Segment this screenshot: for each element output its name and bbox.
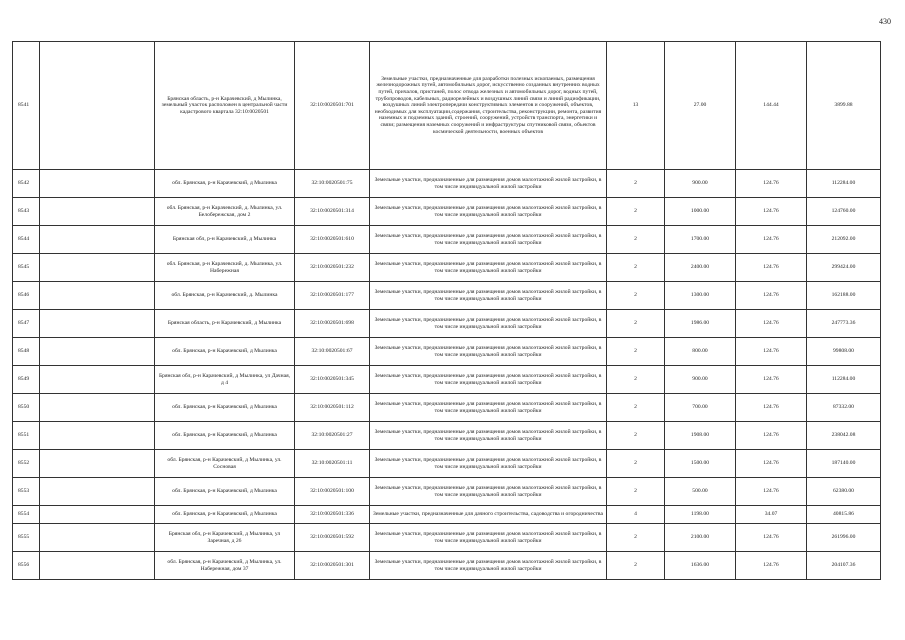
category-code-cell: 2 bbox=[607, 450, 665, 478]
row-number: 8551 bbox=[13, 422, 40, 450]
land-use-cell: Земельные участки, предназначенные для размещения домов малоэтажной жилой застройки, в том числе индивидуальной жилой застройки bbox=[370, 310, 607, 338]
specific-value-cell: 34.07 bbox=[736, 506, 807, 524]
empty-cell bbox=[40, 226, 155, 254]
empty-cell bbox=[40, 394, 155, 422]
cadastral-number-cell: 32:10:0020501:701 bbox=[295, 42, 370, 170]
area-cell: 800.00 bbox=[665, 338, 736, 366]
address-cell: обл. Брянская, р-н Карачевский, д Мылинка, ул. Набережная, дом 37 bbox=[155, 552, 295, 580]
category-code-cell: 2 bbox=[607, 170, 665, 198]
area-cell: 2400.00 bbox=[665, 254, 736, 282]
table-row bbox=[13, 366, 881, 394]
cadastral-number-cell: 32:10:0020501:27 bbox=[295, 422, 370, 450]
row-number: 8553 bbox=[13, 478, 40, 506]
empty-cell bbox=[40, 282, 155, 310]
area-cell: 500.00 bbox=[665, 478, 736, 506]
row-number: 8547 bbox=[13, 310, 40, 338]
area-cell: 27.00 bbox=[665, 42, 736, 170]
specific-value-cell: 124.76 bbox=[736, 478, 807, 506]
category-code-cell: 2 bbox=[607, 254, 665, 282]
specific-value-cell: 124.76 bbox=[736, 198, 807, 226]
land-registry-table bbox=[12, 41, 881, 580]
category-code-cell: 2 bbox=[607, 198, 665, 226]
land-use-cell: Земельные участки, предназначенные для размещения домов малоэтажной жилой застройки, в том числе индивидуальной жилой застройки bbox=[370, 552, 607, 580]
empty-cell bbox=[40, 450, 155, 478]
row-number: 8554 bbox=[13, 506, 40, 524]
address-cell: Брянская область, р-н Карачевский, д Мылинка bbox=[155, 310, 295, 338]
specific-value-cell: 124.76 bbox=[736, 450, 807, 478]
specific-value-cell: 124.76 bbox=[736, 170, 807, 198]
address-cell: Брянская обл, р-н Карачевский, д Мылинка, ул Дачная, д 4 bbox=[155, 366, 295, 394]
category-code-cell: 2 bbox=[607, 394, 665, 422]
table-row bbox=[13, 282, 881, 310]
empty-cell bbox=[40, 310, 155, 338]
empty-cell bbox=[40, 170, 155, 198]
empty-cell bbox=[40, 478, 155, 506]
table-row bbox=[13, 450, 881, 478]
cadastral-number-cell: 32:10:0020501:177 bbox=[295, 282, 370, 310]
row-number: 8556 bbox=[13, 552, 40, 580]
row-number: 8549 bbox=[13, 366, 40, 394]
empty-cell bbox=[40, 198, 155, 226]
table-row bbox=[13, 552, 881, 580]
area-cell: 1300.00 bbox=[665, 282, 736, 310]
specific-value-cell: 124.76 bbox=[736, 366, 807, 394]
land-use-cell: Земельные участки, предназначенные для размещения домов малоэтажной жилой застройки, в том числе индивидуальной жилой застройки bbox=[370, 198, 607, 226]
cadastral-value-cell: 299424.00 bbox=[807, 254, 881, 282]
cadastral-number-cell: 32:10:0020501:75 bbox=[295, 170, 370, 198]
area-cell: 1700.00 bbox=[665, 226, 736, 254]
land-use-cell: Земельные участки, предназначенные для размещения домов малоэтажной жилой застройки, в том числе индивидуальной жилой застройки bbox=[370, 478, 607, 506]
specific-value-cell: 124.76 bbox=[736, 226, 807, 254]
area-cell: 700.00 bbox=[665, 394, 736, 422]
cadastral-value-cell: 40815.86 bbox=[807, 506, 881, 524]
table-row bbox=[13, 394, 881, 422]
address-cell: обл. Брянская, р-н Карачевский, д Мылинка bbox=[155, 394, 295, 422]
table-row bbox=[13, 422, 881, 450]
row-number: 8548 bbox=[13, 338, 40, 366]
address-cell: обл. Брянская, р-н Карачевский, д Мылинка bbox=[155, 338, 295, 366]
empty-cell bbox=[40, 524, 155, 552]
empty-cell bbox=[40, 338, 155, 366]
category-code-cell: 2 bbox=[607, 552, 665, 580]
cadastral-value-cell: 87332.00 bbox=[807, 394, 881, 422]
category-code-cell: 2 bbox=[607, 422, 665, 450]
area-cell: 1986.00 bbox=[665, 310, 736, 338]
table-row bbox=[13, 338, 881, 366]
cadastral-value-cell: 212092.00 bbox=[807, 226, 881, 254]
cadastral-value-cell: 238042.08 bbox=[807, 422, 881, 450]
empty-cell bbox=[40, 254, 155, 282]
cadastral-value-cell: 99808.00 bbox=[807, 338, 881, 366]
row-number: 8552 bbox=[13, 450, 40, 478]
category-code-cell: 2 bbox=[607, 478, 665, 506]
area-cell: 1198.00 bbox=[665, 506, 736, 524]
cadastral-number-cell: 32:10:0020501:301 bbox=[295, 552, 370, 580]
land-use-cell: Земельные участки, предназначенные для размещения домов малоэтажной жилой застройки, в том числе индивидуальной жилой застройки bbox=[370, 170, 607, 198]
address-cell: обл. Брянская, р-н Карачевский, д. Мылинка bbox=[155, 282, 295, 310]
row-number: 8550 bbox=[13, 394, 40, 422]
cadastral-value-cell: 162188.00 bbox=[807, 282, 881, 310]
category-code-cell: 4 bbox=[607, 506, 665, 524]
cadastral-number-cell: 32:10:0020501:100 bbox=[295, 478, 370, 506]
row-number: 8544 bbox=[13, 226, 40, 254]
cadastral-number-cell: 32:10:0020501:11 bbox=[295, 450, 370, 478]
specific-value-cell: 124.76 bbox=[736, 524, 807, 552]
table-row bbox=[13, 254, 881, 282]
area-cell: 900.00 bbox=[665, 366, 736, 394]
land-use-cell: Земельные участки, предназначенные для размещения домов малоэтажной жилой застройки, в том числе индивидуальной жилой застройки bbox=[370, 422, 607, 450]
page-number: 430 bbox=[879, 17, 891, 26]
specific-value-cell: 144.44 bbox=[736, 42, 807, 170]
empty-cell bbox=[40, 42, 155, 170]
cadastral-value-cell: 187140.00 bbox=[807, 450, 881, 478]
cadastral-number-cell: 32:10:0020501:698 bbox=[295, 310, 370, 338]
cadastral-value-cell: 124760.00 bbox=[807, 198, 881, 226]
table-row bbox=[13, 170, 881, 198]
row-number: 8546 bbox=[13, 282, 40, 310]
specific-value-cell: 124.76 bbox=[736, 338, 807, 366]
cadastral-number-cell: 32:10:0020501:232 bbox=[295, 254, 370, 282]
cadastral-value-cell: 112284.00 bbox=[807, 170, 881, 198]
land-use-cell: Земельные участки, предназначенные для разработки полезных ископаемых, размещения железнодорожных путей, автомобильных дорог, искусственно созданных внутренних водных путей, причалов, пристаней, полос отвода железных и автомобильных дорог, водных путей, трубопроводов, кабельных, радиорелейных и воздушных линий связи и линий радиофикации, воздушных линий электропередачи конструктивных элементов и сооружений, объектов, необходимых для эксплуатации,содержания, строительства, реконструкции, ремонта, развития наземных и подземных зданий, строений, сооружений, устройств транспорта, энергетики и связи; размещения наземных сооружений и инфраструктуры спутниковой связи, объектов космической деятельности, военных объектов bbox=[370, 42, 607, 170]
cadastral-number-cell: 32:10:0020501:610 bbox=[295, 226, 370, 254]
category-code-cell: 2 bbox=[607, 310, 665, 338]
table-row bbox=[13, 42, 881, 170]
category-code-cell: 2 bbox=[607, 366, 665, 394]
table-row bbox=[13, 310, 881, 338]
address-cell: обл. Брянская, р-н Карачевский, д Мылинка bbox=[155, 478, 295, 506]
cadastral-number-cell: 32:10:0020501:112 bbox=[295, 394, 370, 422]
category-code-cell: 2 bbox=[607, 282, 665, 310]
cadastral-number-cell: 32:10:0020501:336 bbox=[295, 506, 370, 524]
land-use-cell: Земельные участки, предназначенные для дачного строительства, садоводства и огородничества bbox=[370, 506, 607, 524]
area-cell: 1000.00 bbox=[665, 198, 736, 226]
empty-cell bbox=[40, 506, 155, 524]
cadastral-value-cell: 204107.36 bbox=[807, 552, 881, 580]
area-cell: 900.00 bbox=[665, 170, 736, 198]
area-cell: 1636.00 bbox=[665, 552, 736, 580]
land-use-cell: Земельные участки, предназначенные для размещения домов малоэтажной жилой застройки, в том числе индивидуальной жилой застройки bbox=[370, 394, 607, 422]
address-cell: обл. Брянская, р-н Карачевский, д Мылинка bbox=[155, 422, 295, 450]
category-code-cell: 2 bbox=[607, 338, 665, 366]
table-row bbox=[13, 198, 881, 226]
address-cell: Брянская область, р-н Карачевский, д Мылинка, земельный участок расположен в центральной части кадастрового квартала 32:10:0020501 bbox=[155, 42, 295, 170]
cadastral-value-cell: 112284.00 bbox=[807, 366, 881, 394]
area-cell: 2100.00 bbox=[665, 524, 736, 552]
specific-value-cell: 124.76 bbox=[736, 282, 807, 310]
table-row bbox=[13, 226, 881, 254]
cadastral-value-cell: 261996.00 bbox=[807, 524, 881, 552]
table-row bbox=[13, 478, 881, 506]
address-cell: обл. Брянская, р-н Карачевский, д. Мылинка, ул. Белобережская, дом 2 bbox=[155, 198, 295, 226]
land-use-cell: Земельные участки, предназначенные для размещения домов малоэтажной жилой застройки, в том числе индивидуальной жилой застройки bbox=[370, 254, 607, 282]
address-cell: Брянская обл, р-н Карачевский, д Мылинка bbox=[155, 226, 295, 254]
specific-value-cell: 124.76 bbox=[736, 422, 807, 450]
cadastral-value-cell: 3899.88 bbox=[807, 42, 881, 170]
specific-value-cell: 124.76 bbox=[736, 552, 807, 580]
cadastral-number-cell: 32:10:0020501:345 bbox=[295, 366, 370, 394]
cadastral-number-cell: 32:10:0020501:592 bbox=[295, 524, 370, 552]
address-cell: обл. Брянская, р-н Карачевский, д Мылинка bbox=[155, 506, 295, 524]
category-code-cell: 13 bbox=[607, 42, 665, 170]
row-number: 8541 bbox=[13, 42, 40, 170]
cadastral-number-cell: 32:10:0020501:314 bbox=[295, 198, 370, 226]
specific-value-cell: 124.76 bbox=[736, 394, 807, 422]
address-cell: обл. Брянская, р-н Карачевский, д Мылинка bbox=[155, 170, 295, 198]
land-use-cell: Земельные участки, предназначенные для размещения домов малоэтажной жилой застройки, в том числе индивидуальной жилой застройки bbox=[370, 282, 607, 310]
row-number: 8543 bbox=[13, 198, 40, 226]
cadastral-number-cell: 32:10:0020501:67 bbox=[295, 338, 370, 366]
address-cell: обл. Брянская, р-н Карачевский, д Мылинка, ул. Сосновая bbox=[155, 450, 295, 478]
table-body bbox=[13, 42, 881, 580]
address-cell: обл. Брянская, р-н Карачевский, д. Мылинка, ул. Набережная bbox=[155, 254, 295, 282]
land-use-cell: Земельные участки, предназначенные для размещения домов малоэтажной жилой застройки, в том числе индивидуальной жилой застройки bbox=[370, 338, 607, 366]
table-row bbox=[13, 524, 881, 552]
land-use-cell: Земельные участки, предназначенные для размещения домов малоэтажной жилой застройки, в том числе индивидуальной жилой застройки bbox=[370, 524, 607, 552]
empty-cell bbox=[40, 366, 155, 394]
specific-value-cell: 124.76 bbox=[736, 310, 807, 338]
cadastral-value-cell: 62380.00 bbox=[807, 478, 881, 506]
row-number: 8545 bbox=[13, 254, 40, 282]
table-row bbox=[13, 506, 881, 524]
category-code-cell: 2 bbox=[607, 226, 665, 254]
land-use-cell: Земельные участки, предназначенные для размещения домов малоэтажной жилой застройки, в том числе индивидуальной жилой застройки bbox=[370, 366, 607, 394]
address-cell: Брянская обл, р-н Карачевский, д Мылинка, ул Заречная, д 26 bbox=[155, 524, 295, 552]
row-number: 8542 bbox=[13, 170, 40, 198]
empty-cell bbox=[40, 422, 155, 450]
land-use-cell: Земельные участки, предназначенные для размещения домов малоэтажной жилой застройки, в том числе индивидуальной жилой застройки bbox=[370, 226, 607, 254]
cadastral-value-cell: 247773.36 bbox=[807, 310, 881, 338]
specific-value-cell: 124.76 bbox=[736, 254, 807, 282]
row-number: 8555 bbox=[13, 524, 40, 552]
area-cell: 1500.00 bbox=[665, 450, 736, 478]
empty-cell bbox=[40, 552, 155, 580]
land-use-cell: Земельные участки, предназначенные для размещения домов малоэтажной жилой застройки, в том числе индивидуальной жилой застройки bbox=[370, 450, 607, 478]
area-cell: 1908.00 bbox=[665, 422, 736, 450]
category-code-cell: 2 bbox=[607, 524, 665, 552]
